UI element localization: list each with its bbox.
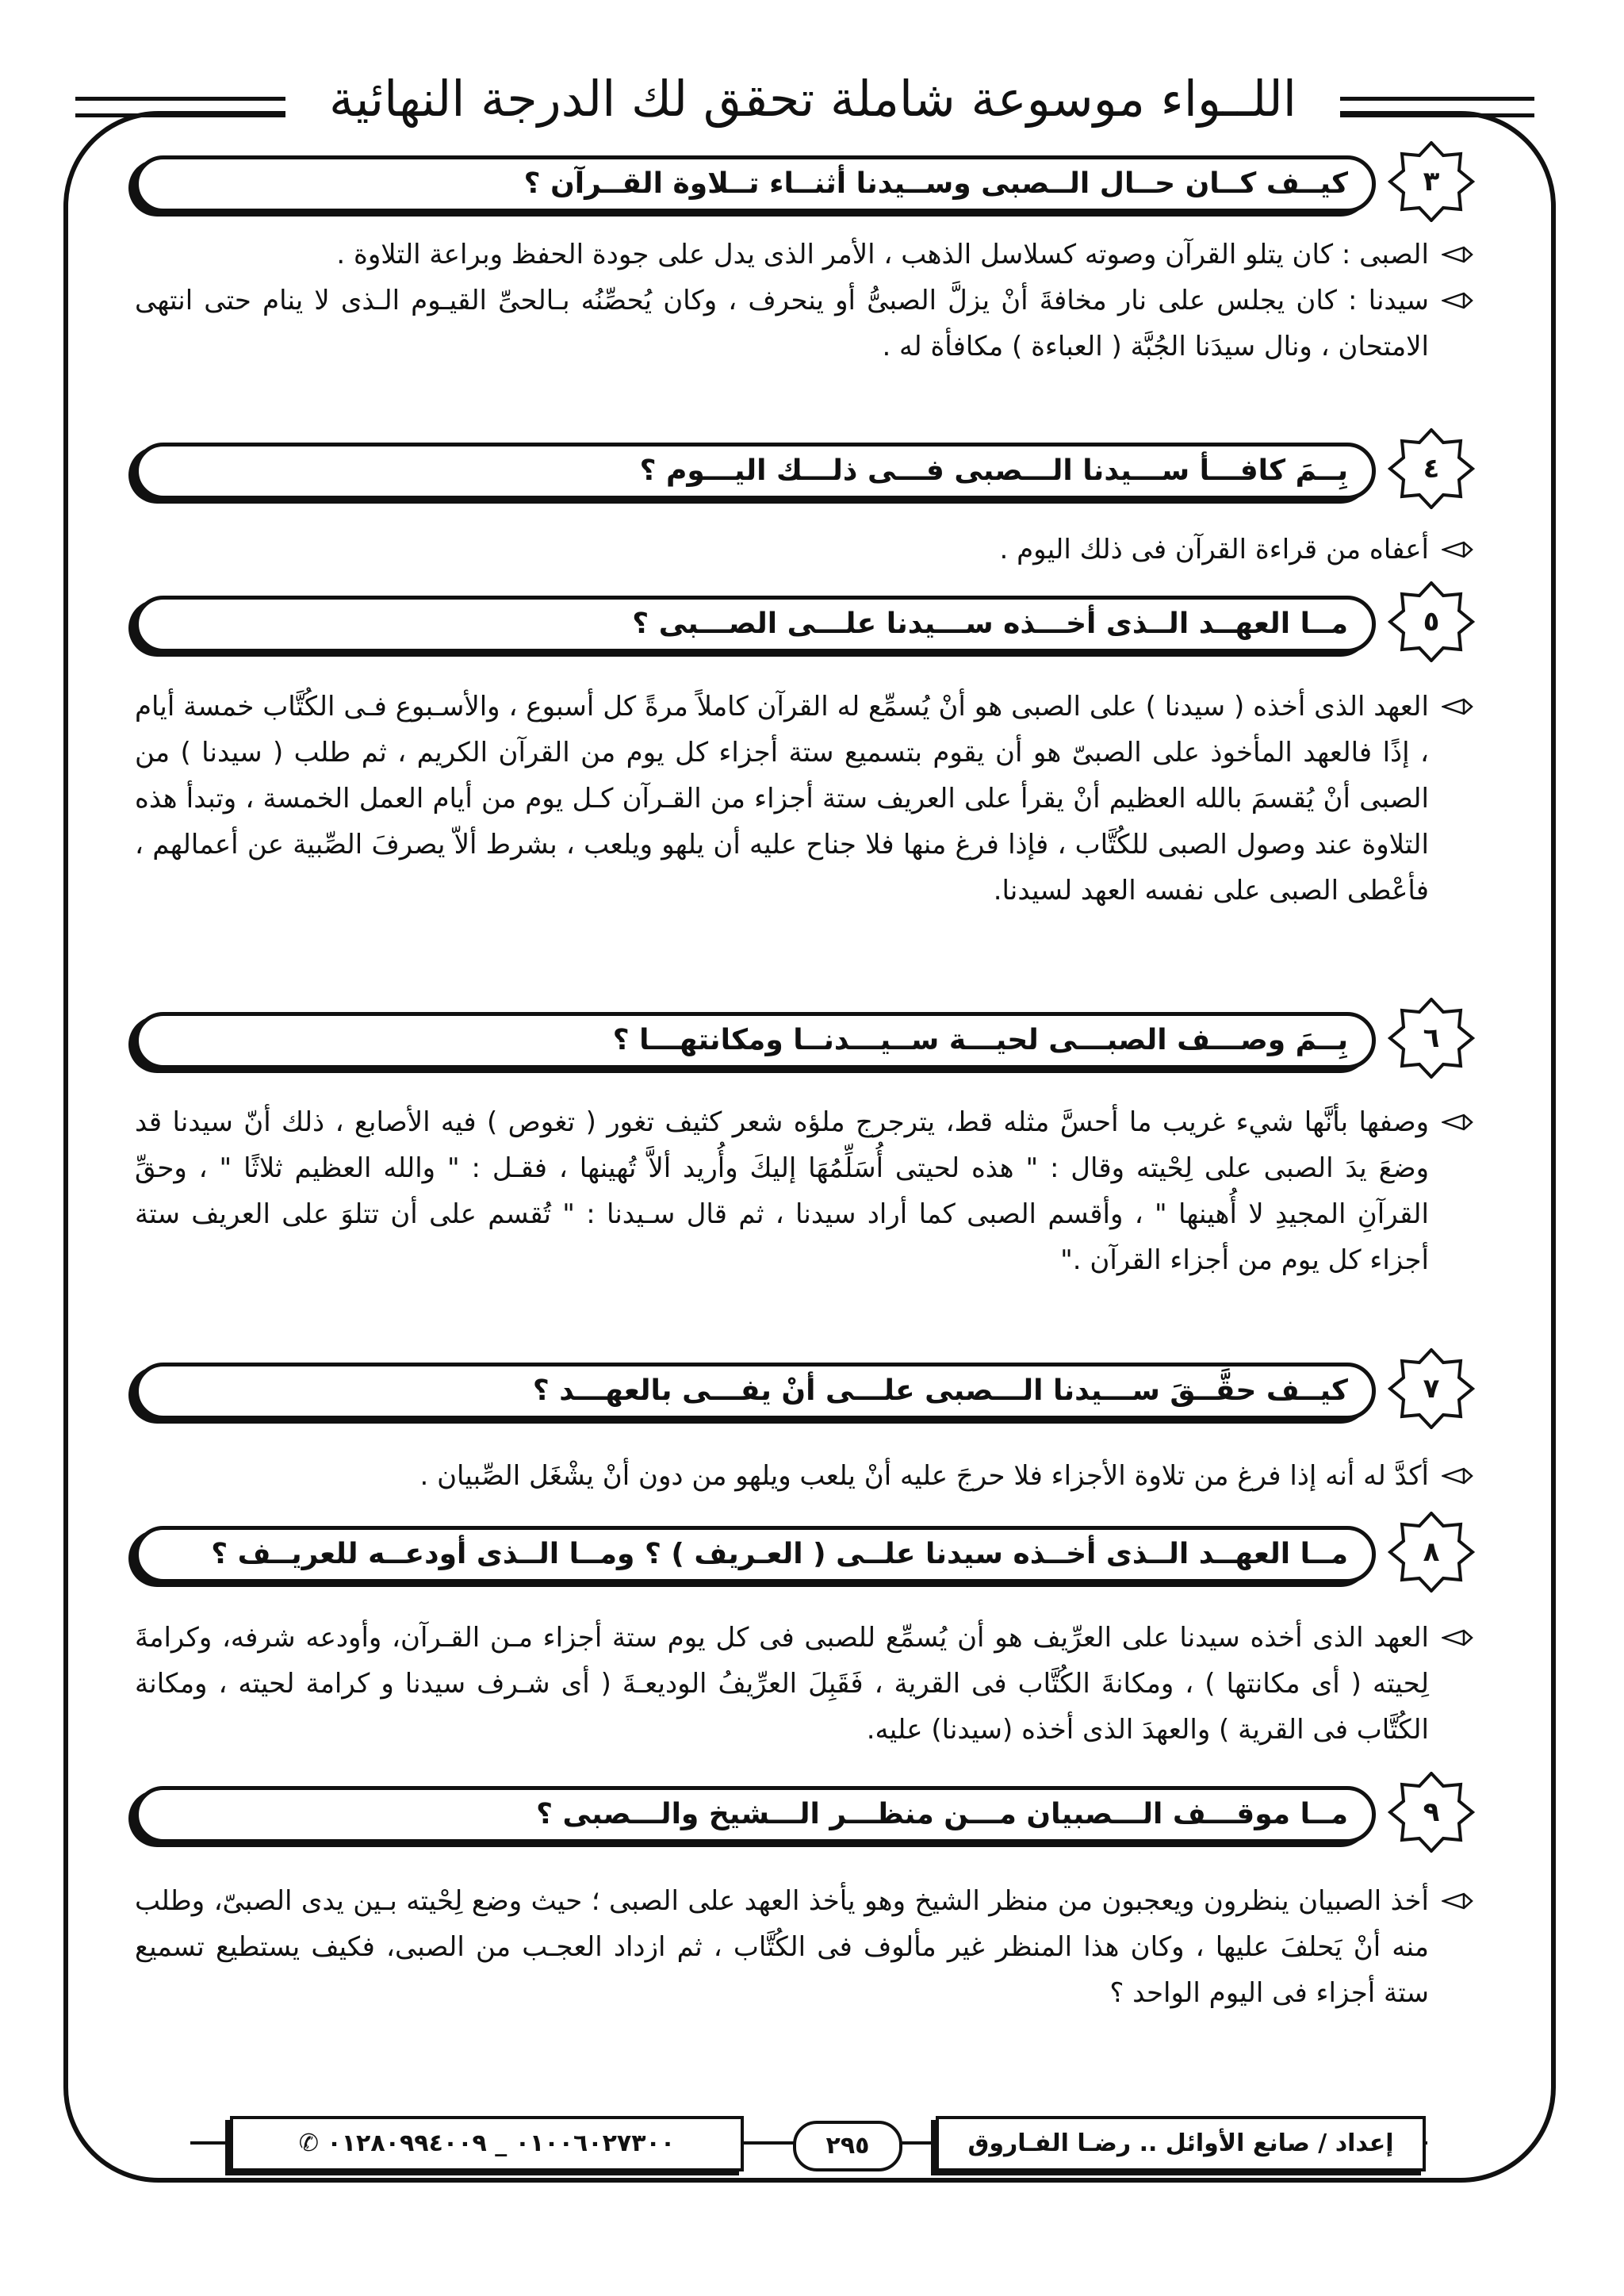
title-rule (75, 97, 301, 117)
question-number: ٤ (1423, 453, 1440, 485)
question-bar (135, 438, 1475, 501)
answer-text: سيدنا : كان يجلس على نار مخافةَ أنْ يزلَّ الصبىُّ أو ينحرف ، وكان يُحصِّنُه بـالحىِّ القيـوم الـذى لا ينام حتى انتهى الامتحان ، ونال سيدَنا الجُبَّة ( العباءة ) مكافأة له . (135, 285, 1429, 362)
question-number: ٧ (1423, 1373, 1440, 1405)
question-number: ٣ (1423, 166, 1440, 197)
pen-icon (1442, 290, 1475, 311)
question-number-badge (1388, 1772, 1475, 1853)
answer-block (135, 1878, 1475, 2016)
question-pill (135, 155, 1376, 213)
pen-icon (1442, 1112, 1475, 1133)
answer-paragraph (135, 527, 1475, 573)
pen-icon (1442, 539, 1475, 560)
answer-text: أخذ الصبيان ينظرون ويعجبون من منظر الشيخ وهو يأخذ العهد على الصبى ؛ حيث وضع لِحْيته بـين يدى الصبىّ، وطلب منه أنْ يَحلفَ عليها ، وكان هذا المنظر غير مألوف فى الكُتَّاب ، ثم ازداد العجـب من الصبى، فكيف يستطيع تسميع ستة أجزاء فى اليوم الواحد ؟ (135, 1885, 1429, 2009)
pen-icon (1442, 244, 1475, 265)
question-pill (135, 596, 1376, 653)
page-title: اللــواء موسوعة شاملة تحقق لك الدرجة النهائية (285, 56, 1340, 151)
answer-paragraph (135, 232, 1475, 278)
footer-phones (230, 2116, 744, 2171)
question-bar (135, 151, 1475, 214)
answer-paragraph (135, 1878, 1475, 2016)
question-text: بِــمَ كافـــأ ســـيدنا الـــصبى فـــى ذلـــك اليـــوم ؟ (639, 454, 1348, 487)
pen-icon (1442, 1466, 1475, 1486)
question-number: ٥ (1423, 606, 1440, 638)
answer-paragraph (135, 684, 1475, 914)
answer-block (135, 1453, 1475, 1499)
question-number: ٦ (1423, 1022, 1440, 1054)
question-text: مــا موقـــف الـــصبيان مـــن منظـــر الـــشيخ والـــصبى ؟ (536, 1798, 1348, 1830)
question-number-badge (1388, 1512, 1475, 1593)
answer-paragraph (135, 278, 1475, 370)
phone-icon: ✆ (298, 2129, 319, 2157)
page-footer (190, 2110, 1427, 2181)
answer-paragraph (135, 1099, 1475, 1283)
question-pill (135, 1526, 1376, 1583)
question-text: كيــف حقَّــقَ ســـيدنا الـــصبى علـــى أنْ يفـــى بالعهـــد ؟ (532, 1374, 1348, 1407)
title-rule (1312, 97, 1534, 117)
question-text: مــا العهــد الــذى أخــذه سيدنا علــى ( العـريف ) ؟ ومــا الــذى أودعــه للعريــف ؟ (211, 1538, 1348, 1570)
question-number: ٨ (1423, 1536, 1440, 1568)
question-pill (135, 1012, 1376, 1069)
question-bar (135, 1358, 1475, 1421)
answer-block (135, 684, 1475, 914)
question-text: مــا العهــد الــذى أخـــذه ســـيدنا علـــى الصـــبى ؟ (632, 608, 1348, 640)
answer-text: العهد الذى أخذه سيدنا على العرِّيف هو أن يُسمِّع للصبى فى كل يوم ستة أجزاء مـن القـرآن، وأودعه شرفه، وكرامةَ لِحيته ( أى مكانتها ) ، ومكانةَ الكُتَّاب فى القرية ، فَقَبِلَ العرِّيفُ الوديعـةَ ( أى شـرف سيدنا و كرامة لحيته ، ومكانة الكُتَّاب فى القرية ) والعهدَ الذى أخذه (سيدنا) عليه. (135, 1622, 1429, 1746)
question-bar (135, 1007, 1475, 1071)
answer-text: الصبى : كان يتلو القرآن وصوته كسلاسل الذهب ، الأمر الذى يدل على جودة الحفظ وبراعة التلاوة . (336, 239, 1429, 270)
answer-block (135, 1615, 1475, 1753)
question-pill (135, 443, 1376, 500)
answer-paragraph (135, 1453, 1475, 1499)
answer-text: وصفها بأنَّها شيء غريب ما أحسَّ مثله قط، يترجرج ملؤه شعر كثيف تغور ( تغوص ) فيه الأصابع ، ذلك أنّ سيدنا قد وضعَ يدَ الصبى على لِحْيته وقال : " هذه لحيتى أُسَلِّمُهَا إليكَ وأُريد ألاَّ تُهينها ، فقـل : " والله العظيم ثلاثًا " ، وحقِّ القرآنِ المجيدِ لا أُهينها " ، وأقسم الصبى كما أراد سيدنا ، ثم قال سـيدنا : " تُقسم على أن تتلوَ على العريف ستة أجزاء كل يوم من أجزاء القرآن ." (135, 1106, 1429, 1276)
question-number: ٩ (1423, 1796, 1440, 1828)
question-text: كيــف كــان حــال الــصبى وســيدنا أثنــاء تــلاوة القــرآن ؟ (523, 167, 1348, 200)
question-text: بِــمَ وصـــف الصبـــى لحيـــة ســيـــدنــا ومكانتهـــا ؟ (612, 1024, 1348, 1056)
question-number-badge (1388, 581, 1475, 662)
pen-icon (1442, 1627, 1475, 1648)
question-pill (135, 1786, 1376, 1843)
pen-icon (1442, 696, 1475, 717)
answer-block (135, 1099, 1475, 1283)
question-number-badge (1388, 428, 1475, 509)
answer-text: العهد الذى أخذه ( سيدنا ) على الصبى هو أنْ يُسمِّع له القرآن كاملاً مرةً كل أسبوع ، والأسـبوع فـى الكُتَّاب خمسة أيام ، إذًا فالعهد المأخوذ على الصبىّ هو أن يقوم بتسميع ستة أجزاء كل يوم من القرآن الكريم ، ثم طلب ( سيدنا ) من الصبى أنْ يُقسمَ بالله العظيم أنْ يقرأ على العريف ستة أجزاء من القـرآن كـل يوم من أيام العمل الخمسة ، وتبدأ هذه التلاوة عند وصول الصبى للكُتَّاب ، فإذا فرغ منها فلا جناح عليه أن يلهو ويلعب ، بشرط ألاّ يصرفَ الصِّبية عن أعمالهم ، فأعْطى الصبى على نفسه العهد لسيدنا. (135, 691, 1429, 907)
question-number-badge (1388, 998, 1475, 1079)
answer-text: أعفاه من قراءة القرآن فى ذلك اليوم . (999, 534, 1429, 565)
answer-block (135, 232, 1475, 370)
question-number-badge (1388, 141, 1475, 222)
pen-icon (1442, 1891, 1475, 1911)
question-bar (135, 1521, 1475, 1585)
answer-block (135, 527, 1475, 573)
phone-numbers: ٠١٠٠٦٠٢٧٣٠٠ _ ٠١٢٨٠٩٩٤٠٠٩ (327, 2129, 676, 2157)
question-pill (135, 1363, 1376, 1420)
question-bar (135, 591, 1475, 654)
page-number: ٢٩٥ (793, 2121, 902, 2171)
question-number-badge (1388, 1348, 1475, 1429)
answer-text: أكدَّ له أنه إذا فرغ من تلاوة الأجزاء فلا حرجَ عليه أنْ يلعب ويلهو من دون أنْ يشْغَل الصِّبيان . (419, 1460, 1429, 1492)
answer-paragraph (135, 1615, 1475, 1753)
footer-author: إعداد / صانع الأوائل .. رضـا الفـاروق (936, 2116, 1426, 2171)
question-bar (135, 1781, 1475, 1845)
